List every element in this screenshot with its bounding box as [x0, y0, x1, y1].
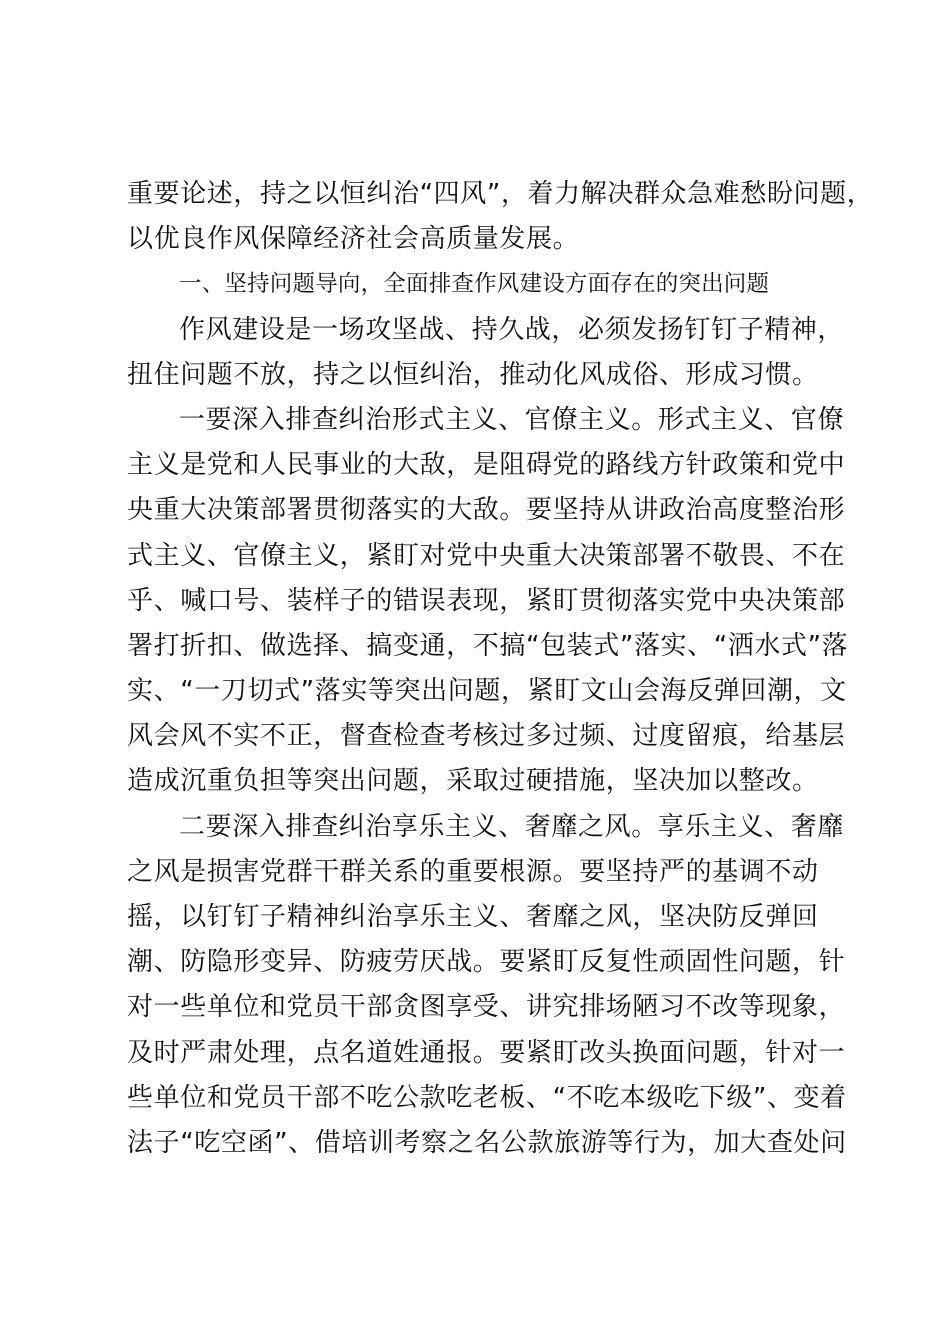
paragraph-line: 重要论述，持之以恒纠治“四风”，着力解决群众急难愁盼问题， [127, 179, 874, 209]
paragraph-line: 造成沉重负担等突出问题，采取过硬措施，坚决加以整改。 [127, 766, 819, 797]
paragraph-line: 一要深入排查纠治形式主义、官僚主义。形式主义、官僚 [179, 404, 845, 435]
paragraph-line: 之风是损害党群干群关系的重要根源。要坚持严的基调不动 [127, 856, 819, 887]
section-heading: 一、坚持问题导向，全面排查作风建设方面存在的突出问题 [179, 271, 770, 298]
paragraph-line: 实、“一刀切式”落实等突出问题，紧盯文山会海反弹回潮，文 [127, 676, 847, 707]
paragraph-line: 央重大决策部署贯彻落实的大敌。要坚持从讲政治高度整治形 [127, 495, 846, 526]
paragraph-line: 对一些单位和党员干部贪图享受、讲究排场陋习不改等现象， [127, 992, 846, 1023]
paragraph-line: 扭住问题不放，持之以恒纠治，推动化风成俗、形成习惯。 [127, 359, 819, 390]
paragraph-line: 及时严肃处理，点名道姓通报。要紧盯改头换面问题，针对一 [127, 1037, 846, 1068]
paragraph-line: 二要深入排查纠治享乐主义、奢靡之风。享乐主义、奢靡 [179, 811, 845, 842]
paragraph-line: 式主义、官僚主义，紧盯对党中央重大决策部署不敬畏、不在 [127, 540, 846, 571]
paragraph-line: 主义是党和人民事业的大敌，是阻碍党的路线方针政策和党中 [127, 450, 846, 481]
paragraph-line: 风会风不实不正，督查检查考核过多过频、过度留痕，给基层 [127, 721, 846, 752]
paragraph-line: 作风建设是一场攻坚战、持久战，必须发扬钉钉子精神， [179, 314, 845, 345]
paragraph-line: 法子“吃空函”、借培训考察之名公款旅游等行为，加大查处问 [127, 1127, 847, 1158]
paragraph-line: 署打折扣、做选择、搞变通，不搞“包装式”落实、“洒水式”落 [127, 630, 849, 661]
paragraph-line: 以优良作风保障经济社会高质量发展。 [127, 224, 580, 255]
paragraph-line: 潮、防隐形变异、防疲劳厌战。要紧盯反复性顽固性问题，针 [127, 947, 846, 978]
paragraph-line: 摇，以钉钉子精神纠治享乐主义、奢靡之风，坚决防反弹回 [127, 902, 819, 932]
paragraph-line: 乎、喊口号、装样子的错误表现，紧盯贯彻落实党中央决策部 [127, 585, 846, 616]
paragraph-line: 些单位和党员干部不吃公款吃老板、“不吃本级吃下级”、变着 [127, 1082, 847, 1113]
document-body [127, 172, 874, 1166]
